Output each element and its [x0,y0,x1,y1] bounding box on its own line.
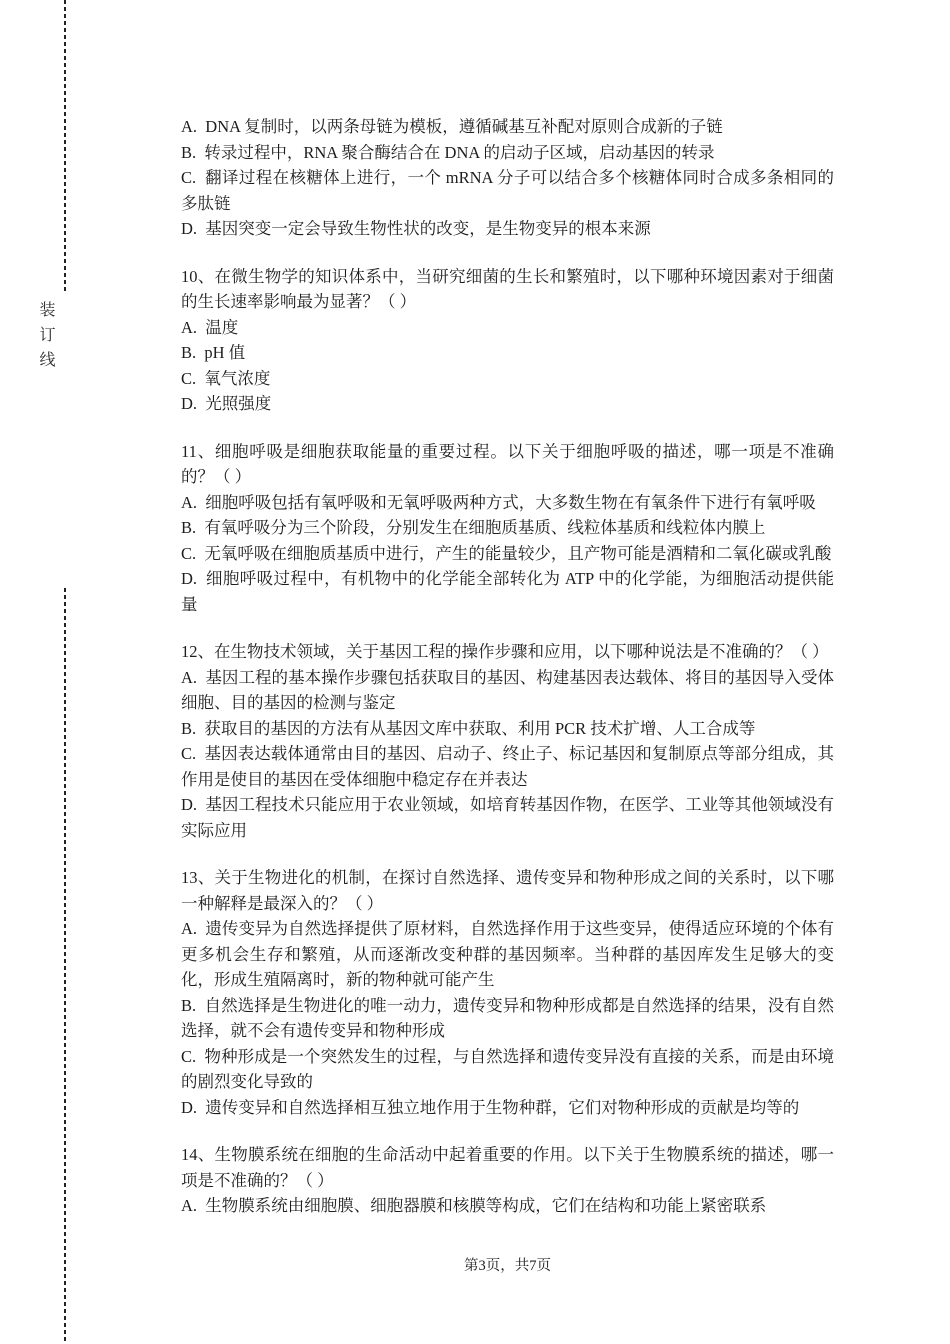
question-10-option-c: C. 氧气浓度 [181,368,271,388]
question-14-block [181,1142,834,1219]
question-11-block [181,439,834,618]
question-14-option-a: A. 生物膜系统由细胞膜、细胞器膜和核膜等构成，它们在结构和功能上紧密联系 [181,1196,767,1215]
question-12-option-c: C. 基因表达载体通常由目的基因、启动子、终止子、标记基因和复制原点等部分组成，其作用是使目的基因在受体细胞中稳定存在并表达 [181,744,834,789]
question-11-option-b: B. 有氧呼吸分为三个阶段，分别发生在细胞质基质、线粒体基质和线粒体内膜上 [181,518,766,537]
question-9-option-b: B. 转录过程中，RNA 聚合酶结合在 DNA 的启动子区域，启动基因的转录 [181,142,715,162]
question-11-option-a: A. 细胞呼吸包括有氧呼吸和无氧呼吸两种方式，大多数生物在有氧条件下进行有氧呼吸 [181,492,816,512]
binding-dashed-line-bottom [64,588,66,1344]
exam-content-column [181,114,834,1241]
question-9-option-d: D. 基因突变一定会导致生物性状的改变，是生物变异的根本来源 [181,219,651,238]
question-10-option-d: D. 光照强度 [181,394,272,413]
question-9-option-c: C. 翻译过程在核糖体上进行，一个 mRNA 分子可以结合多个核糖体同时合成多条相同的多肽链 [181,168,834,213]
question-13-option-b: B. 自然选择是生物进化的唯一动力，遗传变异和物种形成都是自然选择的结果，没有自然选择，就不会有遗传变异和物种形成 [181,995,834,1040]
question-10-block [181,264,834,417]
question-13-option-a: A. 遗传变异为自然选择提供了原材料，自然选择作用于这些变异，使得适应环境的个体有更多机会生存和繁殖，从而逐渐改变种群的基因频率。当种群的基因库发生足够大的变化，形成生殖隔离时，新的物种就可能产生 [181,919,834,989]
question-13-option-c: C. 物种形成是一个突然发生的过程，与自然选择和遗传变异没有直接的关系，而是由环境的剧烈变化导致的 [181,1046,834,1091]
question-12-option-d: D. 基因工程技术只能应用于农业领域，如培育转基因作物，在医学、工业等其他领域没有实际应用 [181,795,834,840]
question-9-options-block [181,114,834,242]
question-13-block [181,865,834,1120]
question-13-option-d: D. 遗传变异和自然选择相互独立地作用于生物种群，它们对物种形成的贡献是均等的 [181,1097,800,1117]
question-11-stem: 11、细胞呼吸是细胞获取能量的重要过程。以下关于细胞呼吸的描述，哪一项是不准确的？（ ） [181,441,834,486]
question-11-option-c: C. 无氧呼吸在细胞质基质中进行，产生的能量较少，且产物可能是酒精和二氧化碳或乳酸 [181,543,832,563]
question-10-option-b: B. pH 值 [181,343,246,362]
question-10-stem: 10、在微生物学的知识体系中，当研究细菌的生长和繁殖时，以下哪种环境因素对于细菌的生长速率影响最为显著？（ ） [181,266,834,311]
question-12-block [181,639,834,843]
page-number-footer: 第3页，共7页 [464,1258,551,1274]
question-14-stem: 14、生物膜系统在细胞的生命活动中起着重要的作用。以下关于生物膜系统的描述，哪一项是不准确的？（ ） [181,1145,834,1190]
question-12-stem: 12、在生物技术领域，关于基因工程的操作步骤和应用，以下哪种说法是不准确的？（ ） [181,642,829,661]
question-13-stem: 13、关于生物进化的机制，在探讨自然选择、遗传变异和物种形成之间的关系时，以下哪一种解释是最深入的？（ ） [181,868,834,913]
question-9-option-a: A. DNA 复制时，以两条母链为模板，遵循碱基互补配对原则合成新的子链 [181,117,723,136]
question-10-option-a: A. 温度 [181,317,239,337]
binding-dashed-line-top [64,0,66,294]
question-12-option-a: A. 基因工程的基本操作步骤包括获取目的基因、构建基因表达载体、将目的基因导入受体细胞、目的基因的检测与鉴定 [181,667,834,712]
binding-line-label: 装订线 [37,301,54,376]
question-12-option-b: B. 获取目的基因的方法有从基因文库中获取、利用 PCR 技术扩增、人工合成等 [181,718,756,738]
question-11-option-d: D. 细胞呼吸过程中，有机物中的化学能全部转化为 ATP 中的化学能，为细胞活动提供能量 [181,569,834,614]
